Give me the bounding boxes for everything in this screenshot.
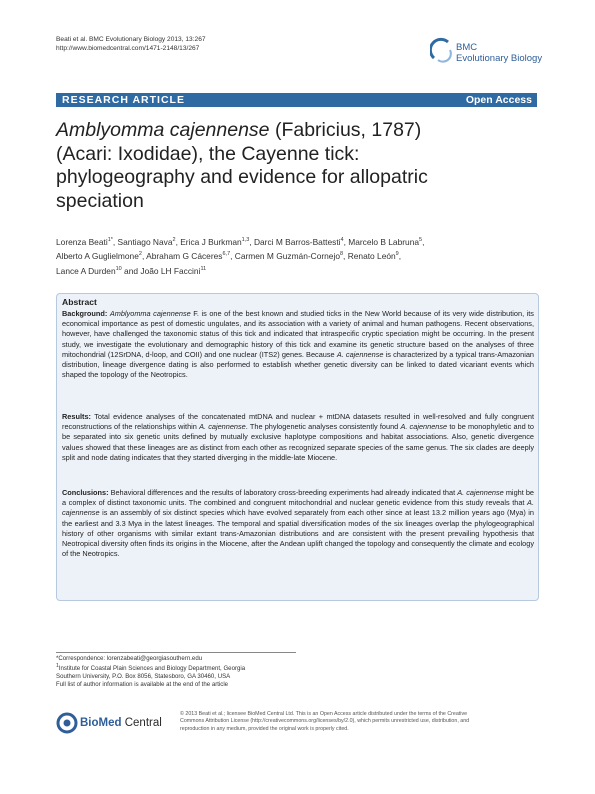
abstract-background bbox=[62, 309, 534, 380]
conclusions-label: Conclusions: bbox=[62, 488, 109, 497]
bmc-journal-logo bbox=[430, 36, 543, 72]
abstract-results bbox=[62, 412, 534, 463]
results-text: to be monophyletic and to be separated into six genetic units defined by mutually exclusive haplotype compositions and habitat associations. Also, genetic divergence values showed that these lineages are as distinct from each other as recognized separate species of the same genus. The six clades are deeply split and node dating indicates that they started diverging in the middle-late Miocene. bbox=[62, 422, 535, 462]
biomed-central-logo bbox=[56, 712, 176, 734]
author-name: Marcelo B Labruna bbox=[348, 236, 420, 247]
species-name: A. cajennense bbox=[457, 488, 504, 497]
species-name: A. cajennense bbox=[336, 349, 384, 359]
species-name: Amblyomma cajennense bbox=[109, 309, 191, 318]
footnote-divider bbox=[56, 652, 296, 653]
abstract-conclusions bbox=[62, 488, 534, 559]
bmc-swirl-icon bbox=[430, 36, 456, 66]
article-type-label: RESEARCH ARTICLE bbox=[62, 94, 185, 106]
author-name: Abraham G Cáceres bbox=[146, 251, 223, 262]
author-name: Lance A Durden bbox=[56, 265, 116, 276]
author-affiliation: 6,7 bbox=[222, 251, 231, 258]
author-affiliation: 4 bbox=[340, 237, 344, 243]
author-list: Lorenza Beati$^{1*}$, Santiago Nava$^2$, Erica J Burkman$^{1,3}$, Darci M Barros-Battesti$^4$, Marcelo B Labruna$^5$, Alberto A Guglielmone$^2$, Abraham G Cáceres$^{6,7}$, Carmen M Guzmán-Cornejo$^8$, Renato León$^9$, Lance A Durden$^{10}$ and João LH Faccini$^{11}$ bbox=[56, 236, 425, 276]
conclusions-text: Behavioral differences and the results of laboratory cross-breeding experiments had already indicated that bbox=[108, 488, 458, 497]
results-text: . The phylogenetic analyses consistently found bbox=[245, 422, 401, 432]
abstract-heading: Abstract bbox=[62, 297, 97, 307]
author-affiliation: 5 bbox=[419, 237, 423, 243]
title-line-2: (Acari: Ixodidae), the Cayenne tick: bbox=[56, 142, 360, 165]
author-name: João LH Faccini bbox=[140, 265, 201, 276]
author-affiliation: 1,3 bbox=[241, 237, 250, 243]
author-name: Carmen M Guzmán-Cornejo bbox=[234, 251, 340, 262]
correspondence-line: *Correspondence: lorenzabeati@georgiasouthern.edu bbox=[56, 655, 203, 662]
title-line-1: (Fabricius, 1787) bbox=[269, 119, 422, 141]
species-name: A. cajennense bbox=[199, 422, 246, 432]
license-line: reproduction in any medium, provided the original work is properly cited. bbox=[180, 725, 349, 732]
results-label: Results: bbox=[62, 412, 91, 421]
license-line: © 2013 Beati et al.; licensee BioMed Central Ltd. This is an Open Access article distributed under the terms of the Creative bbox=[180, 711, 468, 717]
species-name: A. cajennense bbox=[400, 422, 448, 432]
author-affiliation: 2 bbox=[138, 251, 142, 258]
affiliation-line: Southern University, P.O. Box 8056, Statesboro, GA 30460, USA bbox=[56, 672, 231, 680]
title-species: Amblyomma cajennense bbox=[56, 119, 270, 141]
author-name: Renato León bbox=[347, 251, 396, 262]
results-text: Total evidence analyses of the concatenated mtDNA and nuclear + mtDNA datasets resulted in well-resolved and fully congruent reconstructions of the relationships within bbox=[62, 412, 534, 432]
title-line-4: speciation bbox=[56, 189, 144, 212]
journal-citation: Beati et al. BMC Evolutionary Biology 2013, 13:267 bbox=[56, 36, 206, 43]
background-text: F. is one of the best known and studied ticks in the New World because of its very wide distribution, its economical importance as pest of domestic ungulates, and its association with a variety of animal and human pathogens. Recent observations, however, have challenged the taxonomic status of this tick and indicated that intraspecific cryptic speciation might be occurring. In the present study, we investigate the evolutionary and demographic history of this tick and examine its genetic structure based on the analyses of three mitochondrial (12SrDNA, d-loop, and COII) and one nuclear (ITS2) genes. Because bbox=[62, 309, 534, 359]
author-affiliation: 2 bbox=[172, 237, 176, 243]
article-title bbox=[56, 119, 546, 213]
author-affiliation: 10 bbox=[115, 265, 122, 272]
author-name: Erica J Burkman bbox=[180, 236, 242, 247]
logo-text-bmc: BMC bbox=[456, 42, 478, 53]
species-name: A. cajennense bbox=[62, 498, 534, 518]
author-affiliation: 9 bbox=[395, 251, 399, 258]
affiliation-number: 1 bbox=[56, 662, 59, 669]
conclusions-text: is an assembly of six distinct species which have evolved separately from each other since at least 13.2 million years ago (Mya) in the earliest and 3.3 Mya in the latest lineages. The temporal and spatial diversification modes of the six lineages overlap the phylogeographical history of other organisms with similar extant trans-Amazonian distributions and are consistent with the present prevailing hypothesis that Neotropical diversity often finds its origins in the Miocene, after the Andean uplift changed the topology and consequently the climate and ecology of the Neotropics. bbox=[62, 508, 534, 559]
conclusions-text: might be a complex of distinct taxonomic units. The combined and congruent mitochondrial and nuclear genetic evidence from this study reveals that bbox=[62, 488, 535, 508]
publisher-name-rest: Central bbox=[121, 717, 162, 729]
author-conjunction: and bbox=[121, 265, 141, 276]
license-line: Commons Attribution License (http://creativecommons.org/licenses/by/2.0), which permits unrestricted use, distribution, and bbox=[180, 718, 470, 725]
article-type-bar bbox=[56, 93, 537, 107]
author-affiliation: 1* bbox=[107, 237, 113, 243]
license-text bbox=[180, 711, 540, 733]
affiliation-line: Institute for Coastal Plain Sciences and Biology Department, Georgia bbox=[58, 664, 246, 672]
author-affiliation: 8 bbox=[339, 251, 344, 258]
background-label: Background: bbox=[62, 309, 108, 318]
background-text: is characterized by a typical trans-Amazonian distribution, lineage divergence dating is also performed to establish whether genetic diversity can be linked to dated vicariant events which shaped the topology of the Neotropics. bbox=[62, 349, 534, 380]
footnotes bbox=[56, 655, 245, 689]
author-affiliation: 11 bbox=[200, 265, 207, 272]
logo-text-journal: Evolutionary Biology bbox=[456, 53, 543, 64]
author-name: Darci M Barros-Battesti bbox=[253, 236, 341, 247]
article-url[interactable]: http://www.biomedcentral.com/1471-2148/13/267 bbox=[56, 45, 200, 52]
open-access-label: Open Access bbox=[465, 94, 532, 106]
author-name: Santiago Nava bbox=[117, 236, 173, 247]
biomed-central-swirl-icon bbox=[56, 712, 78, 734]
title-line-3: phylogeography and evidence for allopatric bbox=[56, 166, 428, 188]
author-info-note: Full list of author information is available at the end of the article bbox=[56, 680, 229, 688]
author-name: Alberto A Guglielmone bbox=[56, 251, 139, 262]
author-name: Lorenza Beati bbox=[56, 236, 108, 247]
publisher-name-bold: BioMed bbox=[80, 717, 122, 729]
